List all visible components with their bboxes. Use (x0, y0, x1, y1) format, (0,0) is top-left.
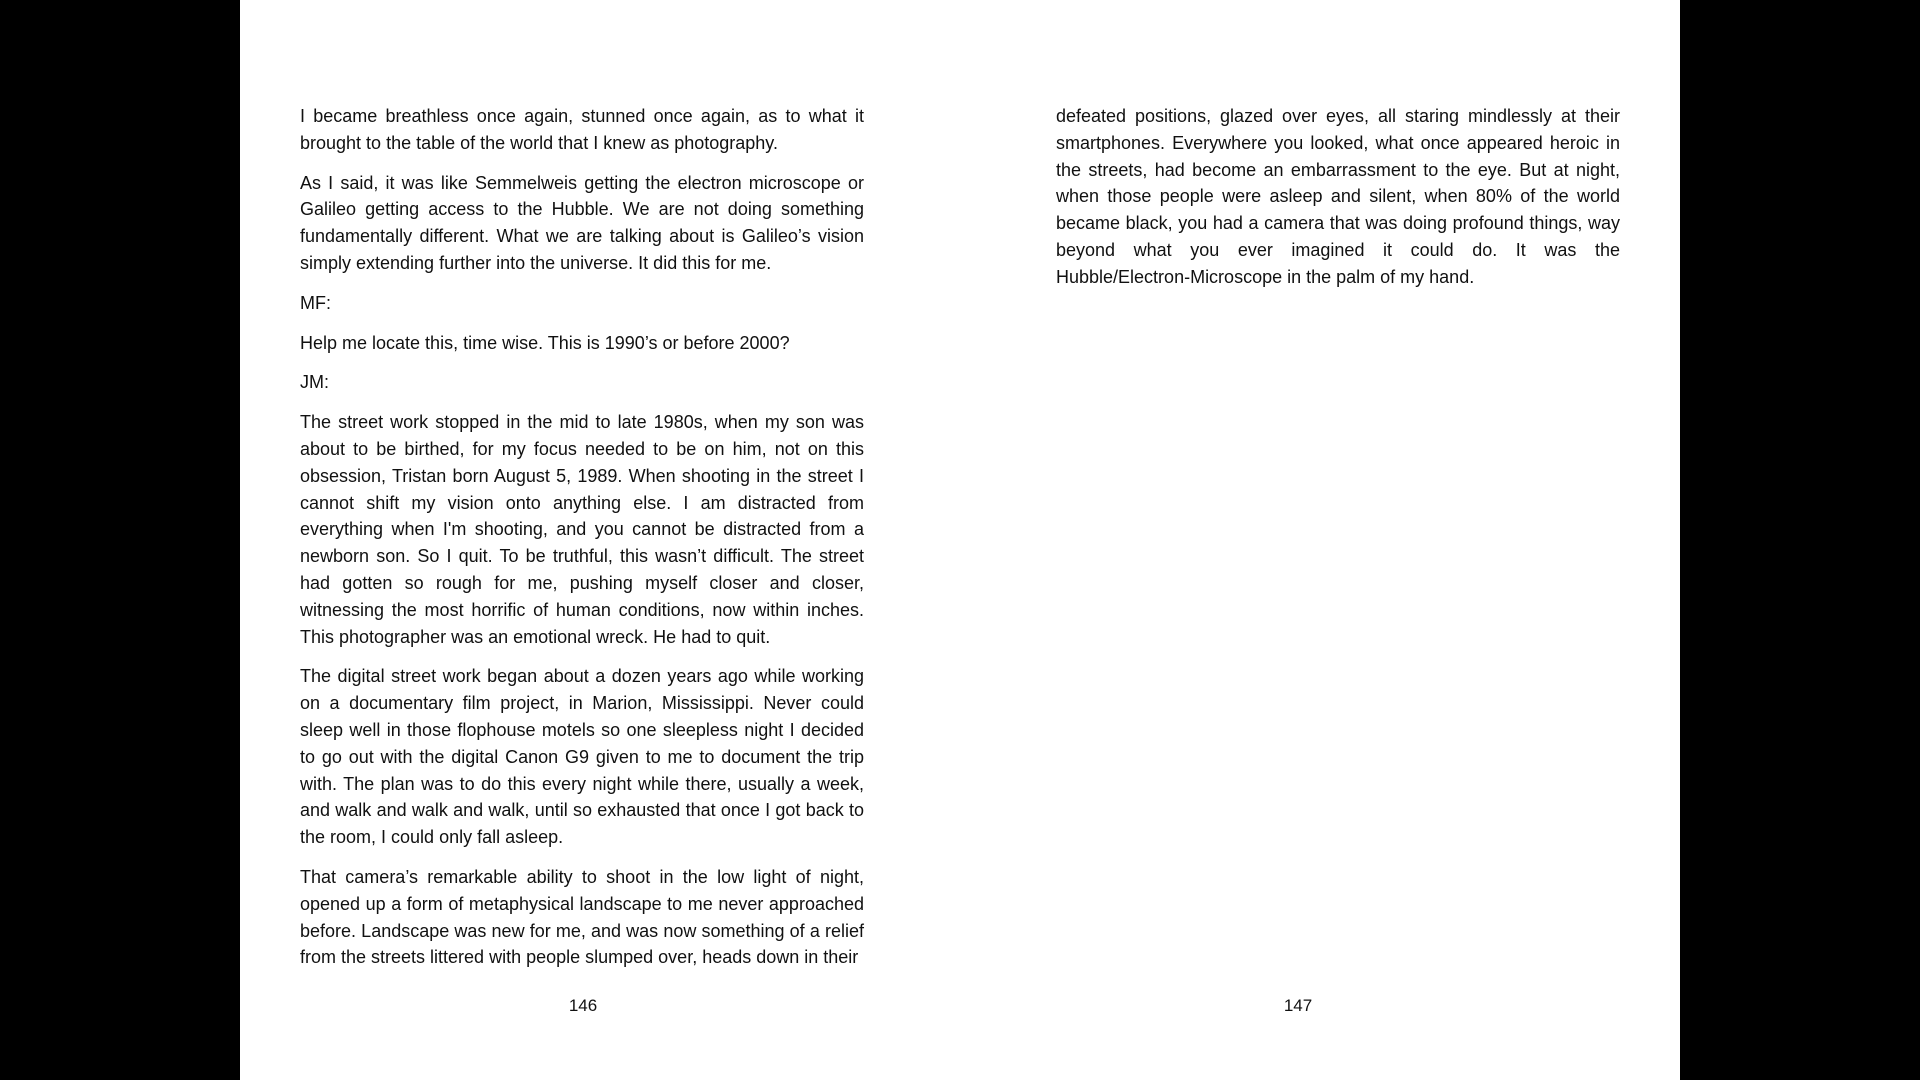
right-page-text (1056, 103, 1620, 291)
page-number: 147 (1283, 996, 1313, 1015)
paragraph: Help me locate this, time wise. This is 1990’s or before 2000? (300, 332, 790, 353)
book-spread (240, 0, 1680, 1080)
paragraph: The digital street work began about a dozen years ago while working on a documentary film project, in Marion, Mississippi. Never could sleep well in those flophouse motels so one sleepless night I decided to go out with the digital Canon G9 given to me to document the trip with. The plan was to do this every night while there, usually a week, and walk and walk and walk, until so exhausted that once I got back to the room, I could only fall asleep. (300, 666, 864, 848)
paragraph: As I said, it was like Semmelweis getting the electron microscope or Galileo getting access to the Hubble. We are not doing something fundamentally different. What we are talking about is Galileo’s vision simply extending further into the universe. It did this for me. (300, 172, 864, 273)
paragraph: defeated positions, glazed over eyes, all staring mindlessly at their smartphones. Everywhere you looked, what once appeared heroic in the streets, had become an embarrassment to the eye. But at night, when those people were asleep and silent, when 80% of the world became black, you had a camera that was doing profound things, way beyond what you ever imagined it could do. It was the Hubble/Electron-Microscope in the palm of my hand. (1056, 106, 1620, 287)
speaker-label: JM: (300, 372, 329, 393)
speaker-label: MF: (300, 292, 331, 313)
paragraph: I became breathless once again, stunned once again, as to what it brought to the table of the world that I knew as photography. (300, 106, 864, 153)
left-page-text (300, 103, 864, 971)
page-number: 146 (568, 996, 598, 1015)
right-page (960, 0, 1680, 1080)
left-page (240, 0, 960, 1080)
paragraph: The street work stopped in the mid to late 1980s, when my son was about to be birthed, for my focus needed to be on him, not on this obsession, Tristan born August 5, 1989. When shooting in the street I cannot shift my vision onto anything else. I am distracted from everything when I'm shooting, and you cannot be distracted from a newborn son. So I quit. To be truthful, this wasn’t difficult. The street had gotten so rough for me, pushing myself closer and closer, witnessing the most horrific of human conditions, now within inches. This photographer was an emotional wreck. He had to quit. (300, 412, 864, 647)
paragraph: That camera’s remarkable ability to shoot in the low light of night, opened up a form of metaphysical landscape to me never approached before. Landscape was new for me, and was now something of a relief from the streets littered with people slumped over, heads down in their (300, 866, 864, 968)
